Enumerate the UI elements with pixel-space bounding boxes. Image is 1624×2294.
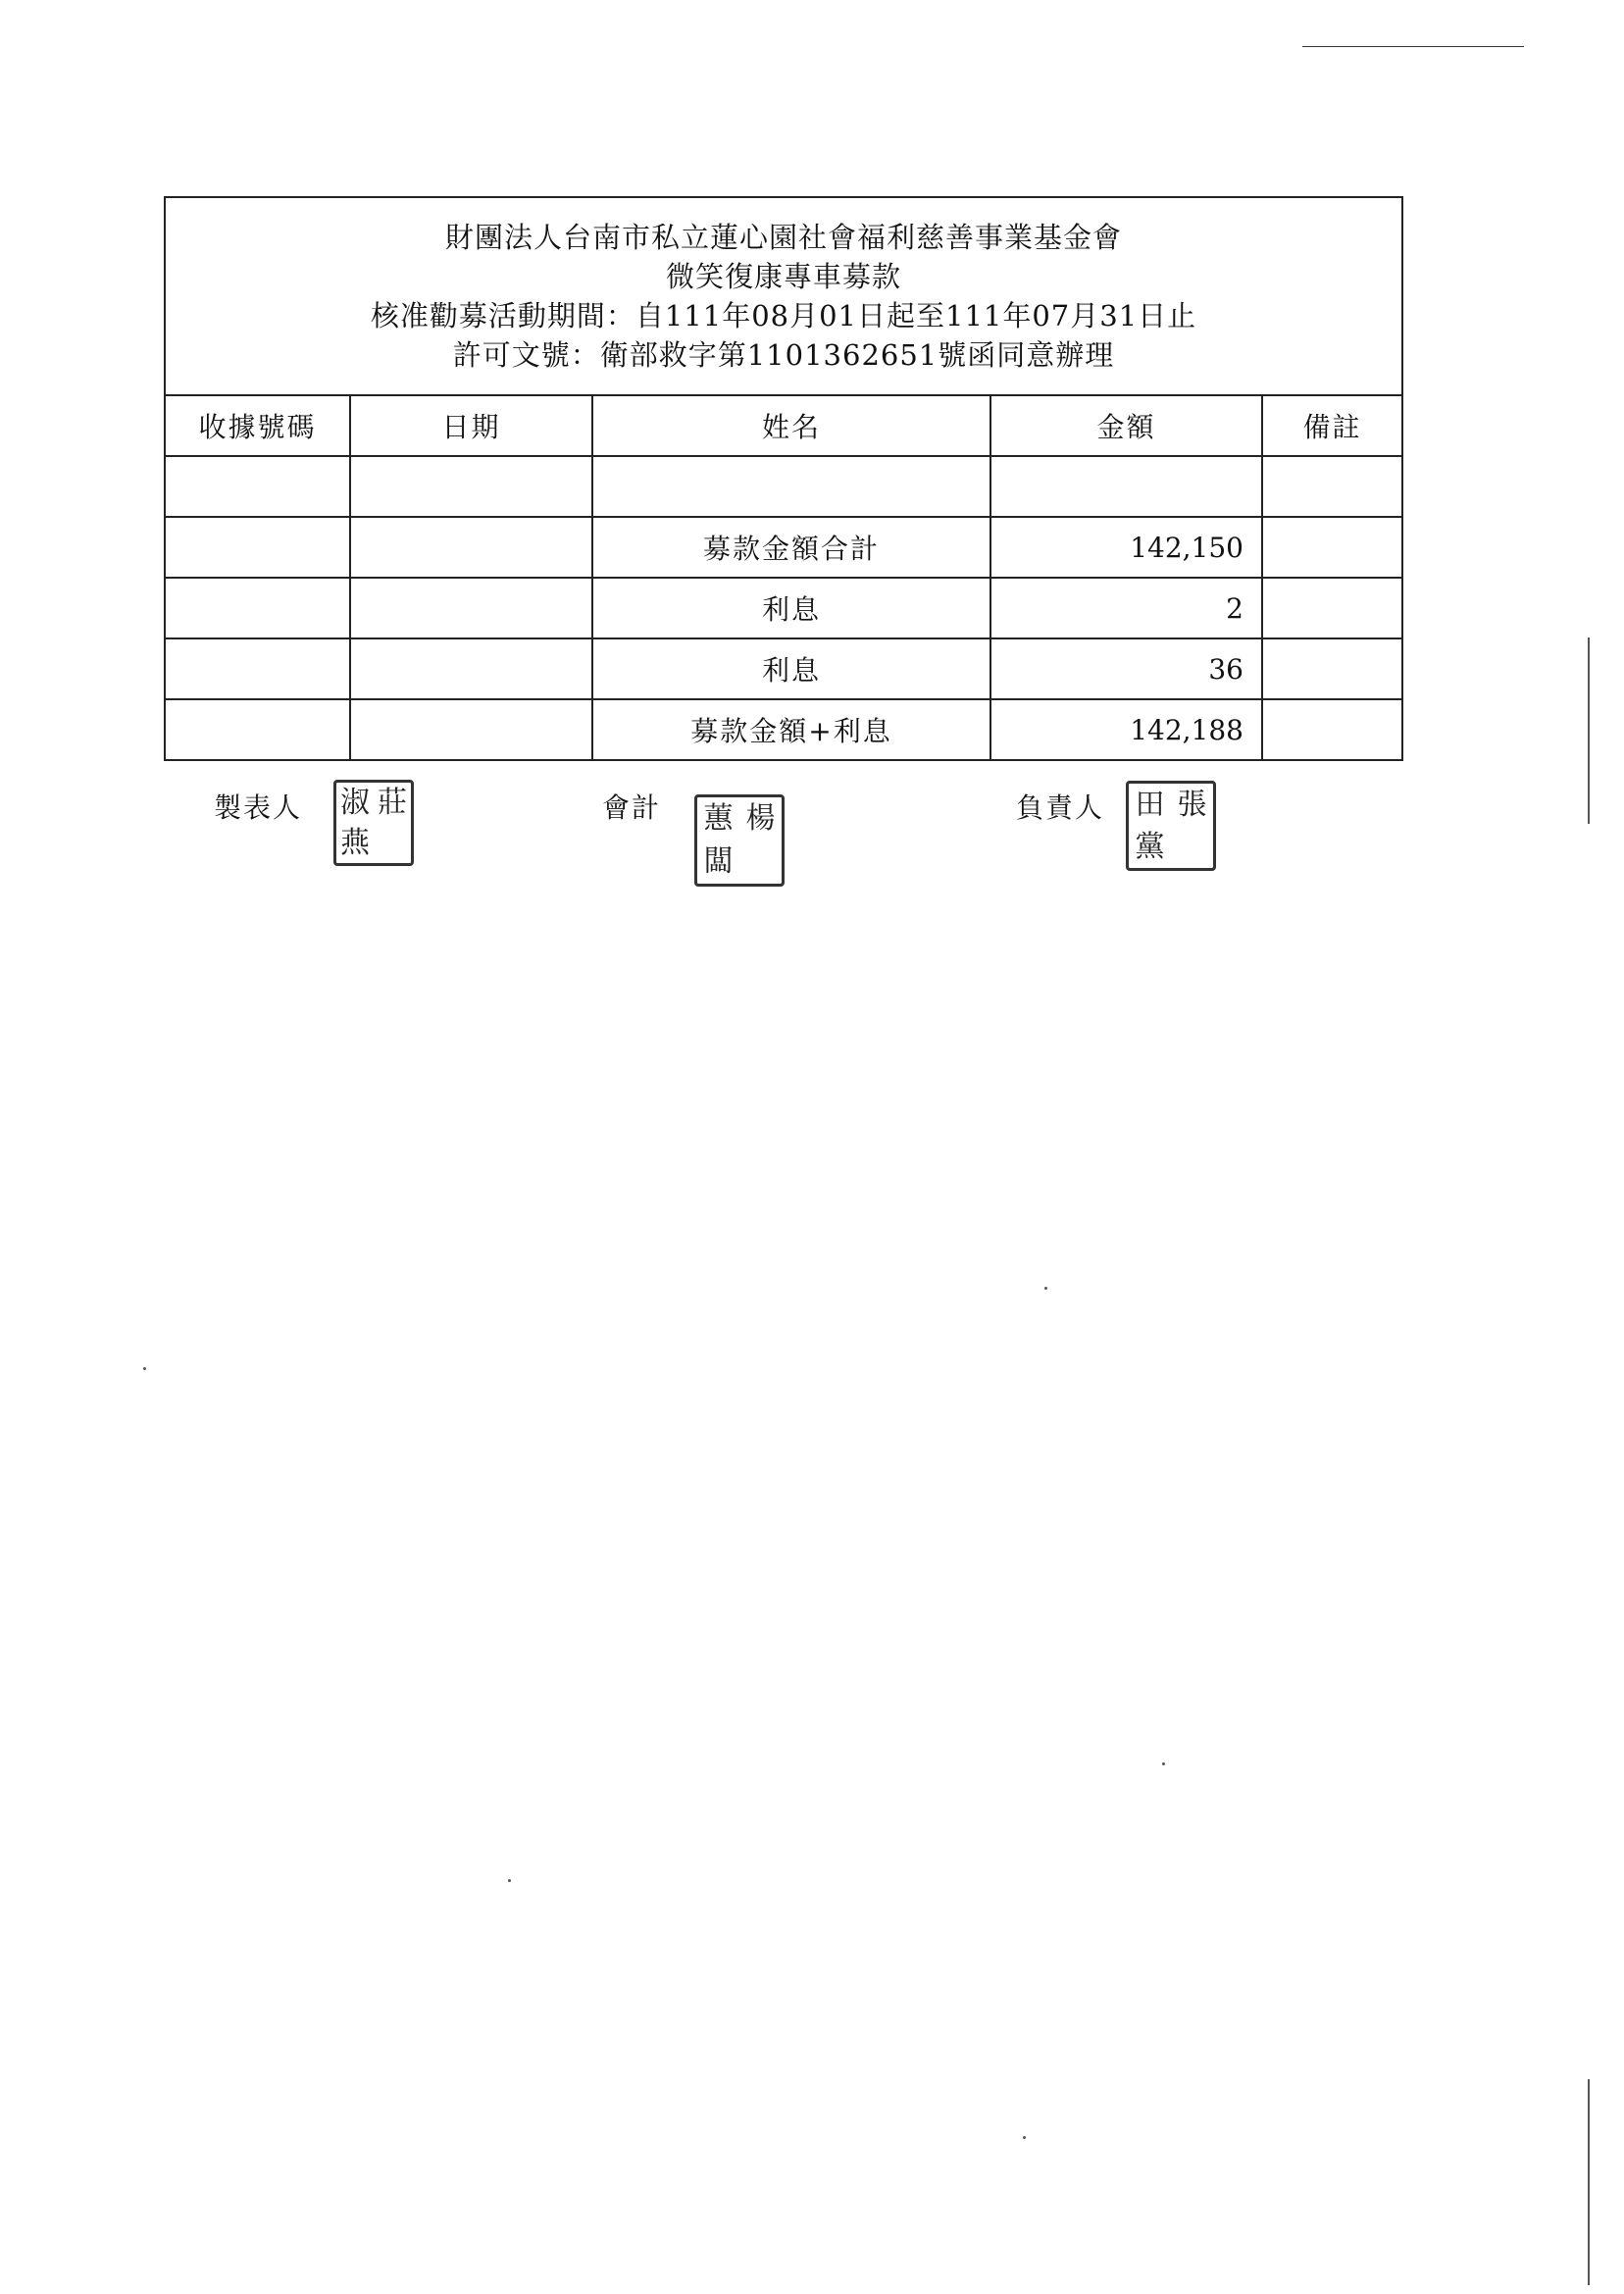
name-cell (592, 456, 990, 517)
date-cell (350, 699, 592, 759)
amount-cell: 36 (990, 638, 1262, 699)
column-header-name: 姓名 (592, 396, 990, 456)
amount-cell (990, 456, 1262, 517)
column-header-receipt: 收據號碼 (166, 396, 350, 456)
receipt-cell (166, 578, 350, 638)
top-rule (1302, 46, 1524, 47)
table-row (166, 456, 1401, 517)
note-cell (1262, 638, 1401, 699)
scan-speck (143, 1367, 146, 1370)
responsible-person-seal: 田 張 黨 (1126, 781, 1216, 871)
amount-cell: 142,188 (990, 699, 1262, 759)
scan-speck (508, 1879, 511, 1882)
note-cell (1262, 699, 1401, 759)
name-cell: 利息 (592, 638, 990, 699)
table-row (166, 517, 1401, 578)
column-header-amount: 金額 (990, 396, 1262, 456)
receipt-cell (166, 638, 350, 699)
table-header-row (166, 396, 1401, 456)
table-row (166, 699, 1401, 759)
amount-cell: 142,150 (990, 517, 1262, 578)
scan-edge-line (1588, 2079, 1590, 2285)
note-cell (1262, 578, 1401, 638)
scan-edge-line (1588, 637, 1590, 824)
date-cell (350, 578, 592, 638)
name-cell: 募款金額合計 (592, 517, 990, 578)
campaign-title: 微笑復康專車募款 (665, 260, 901, 293)
date-cell (350, 638, 592, 699)
date-cell (350, 456, 592, 517)
responsible-person-label: 負責人 (1016, 791, 1105, 824)
column-header-date: 日期 (350, 396, 592, 456)
date-cell (350, 517, 592, 578)
table-row (166, 578, 1401, 638)
amount-cell: 2 (990, 578, 1262, 638)
scan-speck (1162, 1762, 1165, 1765)
name-cell: 利息 (592, 578, 990, 638)
foundation-name: 財團法人台南市私立蓮心園社會福利慈善事業基金會 (444, 221, 1122, 254)
column-header-note: 備註 (1262, 396, 1401, 456)
note-cell (1262, 517, 1401, 578)
scan-speck (1023, 2136, 1026, 2139)
preparer-label: 製表人 (214, 791, 303, 824)
receipt-cell (166, 699, 350, 759)
donation-table (166, 396, 1401, 759)
receipt-cell (166, 456, 350, 517)
name-cell: 募款金額+利息 (592, 699, 990, 759)
scan-speck (1044, 1287, 1047, 1290)
form-header (166, 198, 1401, 396)
accountant-seal: 蕙 楊 闆 (694, 794, 785, 887)
permit-number: 許可文號：衛部救字第1101362651號函同意辦理 (452, 338, 1115, 372)
preparer-seal: 淑 莊 燕 (333, 780, 414, 866)
accountant-label: 會計 (602, 791, 662, 824)
table-row (166, 638, 1401, 699)
campaign-period: 核准勸募活動期間：自111年08月01日起至111年07月31日止 (370, 299, 1197, 332)
note-cell (1262, 456, 1401, 517)
donation-form (164, 196, 1403, 761)
receipt-cell (166, 517, 350, 578)
